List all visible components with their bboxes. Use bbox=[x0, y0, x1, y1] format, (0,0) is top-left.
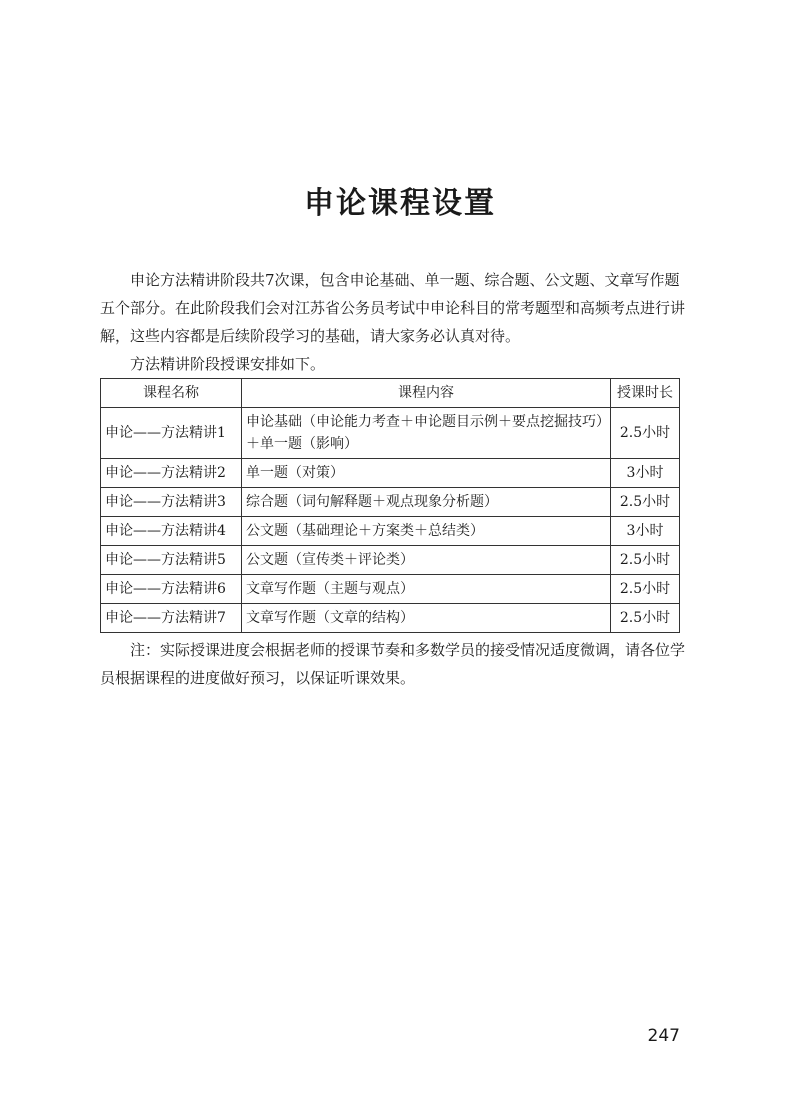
page-title: 申论课程设置 bbox=[304, 186, 496, 221]
table-row bbox=[101, 408, 680, 459]
course-content: 综合题（词句解释题＋观点现象分析题） bbox=[242, 488, 611, 517]
course-duration: 3小时 bbox=[611, 517, 680, 546]
table-row bbox=[101, 575, 680, 604]
schedule-note: 注：实际授课进度会根据老师的授课节奏和多数学员的接受情况适度微调，请各位学员根据课程的进度做好预习，以保证听课效果。 bbox=[100, 641, 686, 687]
intro-paragraph: 方法精讲阶段授课安排如下。 bbox=[130, 355, 326, 373]
header-course-content: 课程内容 bbox=[242, 379, 611, 408]
course-content: 公文题（基础理论＋方案类＋总结类） bbox=[242, 517, 611, 546]
course-duration: 3小时 bbox=[611, 459, 680, 488]
header-course-duration: 授课时长 bbox=[611, 379, 680, 408]
course-duration: 2.5小时 bbox=[611, 604, 680, 633]
table-header-row bbox=[101, 379, 680, 408]
course-schedule-table bbox=[100, 378, 680, 633]
table-row bbox=[101, 517, 680, 546]
course-name: 申论——方法精讲4 bbox=[101, 517, 242, 546]
course-duration: 2.5小时 bbox=[611, 575, 680, 604]
course-duration: 2.5小时 bbox=[611, 488, 680, 517]
course-name: 申论——方法精讲6 bbox=[101, 575, 242, 604]
table-row bbox=[101, 488, 680, 517]
course-name: 申论——方法精讲1 bbox=[101, 408, 242, 459]
course-content: 公文题（宣传类＋评论类） bbox=[242, 546, 611, 575]
page-number: 247 bbox=[647, 1026, 680, 1046]
course-name: 申论——方法精讲7 bbox=[101, 604, 242, 633]
course-name: 申论——方法精讲3 bbox=[101, 488, 242, 517]
course-content: 文章写作题（主题与观点） bbox=[242, 575, 611, 604]
intro-paragraph: 申论方法精讲阶段共7次课，包含申论基础、单一题、综合题、公文题、文章写作题五个部分。在此阶段我们会对江苏省公务员考试中申论科目的常考题型和高频考点进行讲解，这些内容都是后续阶段学习的基础，请大家务必认真对待。 bbox=[100, 271, 686, 345]
course-name: 申论——方法精讲5 bbox=[101, 546, 242, 575]
course-duration: 2.5小时 bbox=[611, 546, 680, 575]
intro-section bbox=[100, 266, 690, 378]
table-row bbox=[101, 604, 680, 633]
table-row bbox=[101, 546, 680, 575]
course-name: 申论——方法精讲2 bbox=[101, 459, 242, 488]
course-content: 申论基础（申论能力考查＋申论题目示例＋要点挖掘技巧）＋单一题（影响） bbox=[242, 408, 611, 459]
course-content: 单一题（对策） bbox=[242, 459, 611, 488]
header-course-name: 课程名称 bbox=[101, 379, 242, 408]
table-row bbox=[101, 459, 680, 488]
course-duration: 2.5小时 bbox=[611, 408, 680, 459]
course-content: 文章写作题（文章的结构） bbox=[242, 604, 611, 633]
